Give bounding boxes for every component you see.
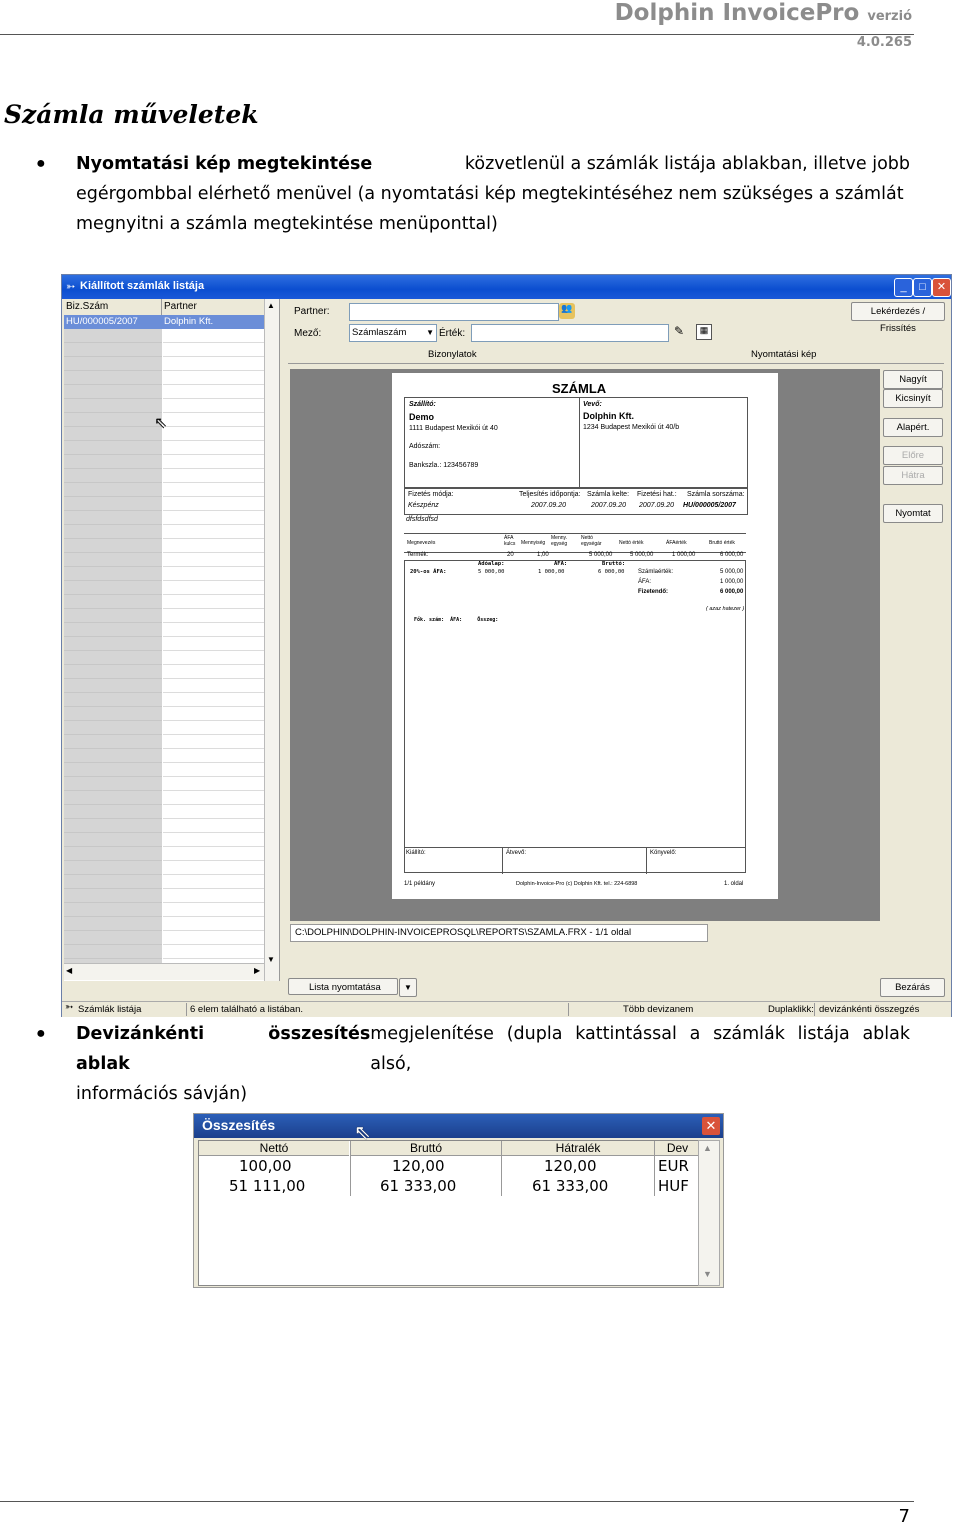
serial: HU/000005/2007	[683, 502, 736, 509]
items-frame	[404, 561, 746, 873]
invoice-paper	[392, 373, 778, 899]
amount-in-words: ( azaz hatezer )	[706, 606, 745, 612]
cell-partner: Dolphin Kft.	[164, 316, 214, 327]
summary-title: Összesítés	[202, 1117, 276, 1133]
cell-hatralek: 120,00	[544, 1157, 597, 1175]
print-preview-area[interactable]	[290, 369, 880, 921]
mezo-select[interactable]	[349, 324, 437, 342]
bullet1-line1: közvetlenül a számlák listája ablakban, illetve jobb	[464, 154, 910, 174]
refresh-button[interactable]: Lekérdezés / Frissítés	[851, 302, 945, 321]
status-bar[interactable]	[62, 1001, 951, 1017]
bullet1-line2: egérgombbal elérhető menüvel (a nyomtatási kép megtekintéséhez nem szükséges a számlát	[76, 184, 904, 204]
accountant-label: Könyvelő:	[650, 850, 677, 856]
back-button[interactable]: Hátra	[883, 466, 943, 485]
status-arrow-icon: ➳	[65, 1002, 74, 1013]
perf-label: Teljesítés időpontja:	[519, 491, 581, 498]
list-print-button[interactable]	[288, 978, 398, 995]
cell-netto: 51 111,00	[229, 1177, 306, 1195]
invoice-title: SZÁMLA	[552, 381, 607, 396]
scroll-right-icon[interactable]: ▶	[254, 966, 261, 975]
scroll-up-icon[interactable]: ▲	[703, 1143, 712, 1153]
total-afa: 1 000,00	[720, 579, 744, 585]
list-horizontal-scrollbar[interactable]	[64, 963, 264, 980]
scroll-up-icon[interactable]: ▲	[267, 301, 275, 310]
maximize-icon[interactable]: □	[913, 278, 932, 297]
close-icon[interactable]: ✕	[702, 1117, 720, 1135]
col-header-partner[interactable]: Partner	[164, 301, 197, 312]
pay: 6 000,00	[720, 589, 744, 595]
h-qty: Mennyiség	[521, 540, 546, 546]
list-vertical-scrollbar[interactable]	[264, 299, 279, 981]
bullet1-bold: Nyomtatási kép megtekintése	[76, 154, 373, 174]
h-name: Megnevezés	[407, 540, 436, 546]
seller-name: Demo	[409, 412, 435, 422]
summary-grid[interactable]	[198, 1140, 700, 1286]
table-row[interactable]	[199, 1157, 699, 1177]
mezo-label: Mező:	[294, 328, 322, 339]
invoice-note: dfsfdsdfsd	[406, 516, 438, 523]
table-row[interactable]	[199, 1177, 699, 1197]
invoice-dates-box	[404, 487, 748, 515]
sum-afa: 1 000,00	[538, 569, 565, 575]
sum-gross: 6 000,00	[598, 569, 625, 575]
cell-netto: 100,00	[239, 1157, 292, 1175]
receiver-label: Átvevő:	[506, 850, 527, 856]
close-button[interactable]: Bezárás	[880, 978, 945, 997]
mezo-value: Számlaszám	[352, 327, 407, 338]
bullet2-paragraph	[76, 1019, 910, 1109]
pay-mode: Készpénz	[408, 502, 439, 509]
status-separator	[186, 1003, 187, 1016]
window-title: Kiállított számlák listája	[80, 280, 205, 292]
status-list: Számlák listája	[78, 1004, 142, 1015]
col-header-biz[interactable]: Biz.Szám	[66, 301, 109, 312]
sum-base-label: Adóalap:	[478, 561, 505, 567]
ertek-field[interactable]	[471, 324, 669, 342]
list-empty-rows	[64, 329, 162, 979]
table-row[interactable]	[64, 315, 264, 329]
divider	[579, 398, 580, 488]
scroll-left-icon[interactable]: ◀	[66, 966, 73, 975]
buyer-name: Dolphin Kft.	[583, 411, 634, 421]
signatures-row	[404, 847, 746, 874]
partner-lookup-icon[interactable]: 👥	[559, 303, 575, 319]
row-gross: 6 000,00	[720, 552, 744, 558]
minimize-icon[interactable]: _	[894, 278, 913, 297]
sum-row-label: 20%-os ÁFA:	[410, 569, 447, 575]
window-app-icon: ➳	[66, 281, 76, 293]
list-header	[64, 299, 264, 316]
partner-field[interactable]	[349, 303, 559, 321]
h-net: Nettó érték	[619, 540, 644, 546]
bullet-dot: ●	[36, 1025, 46, 1042]
buyer-address: 1234 Budapest Mexikói út 40/b	[583, 424, 680, 431]
zoom-out-button[interactable]: Kicsinyít	[883, 389, 943, 408]
row-name: Termék:	[407, 552, 429, 558]
row-net: 5 000,00	[630, 552, 654, 558]
status-doubleclick: Duplaklikk:	[768, 1004, 814, 1015]
window-titlebar	[62, 275, 951, 299]
row-unit-price: 5 000,00	[589, 552, 613, 558]
cell-biz: HU/000005/2007	[66, 316, 138, 327]
buyer-label: Vevő:	[583, 401, 602, 408]
page-number: 7	[898, 1506, 910, 1527]
tab-strip	[288, 345, 944, 364]
app-name: Dolphin InvoicePro	[614, 0, 860, 26]
status-summary: devizánkénti összegzés	[819, 1004, 920, 1015]
total-label: Számlaérték:	[638, 569, 674, 575]
page-label: 1. oldal	[724, 881, 744, 887]
invoice-footer: Dolphin-Invoice-Pro (c) Dolphin Kft. tel.: 224-6898	[516, 881, 638, 887]
summary-window	[193, 1113, 724, 1288]
ledger-row: Fők. szám: ÁFA: Összeg:	[414, 617, 499, 623]
issue-label: Számla kelte:	[587, 491, 630, 498]
status-currencies: Több devizanem	[623, 1004, 694, 1015]
list-print-label: Lista nyomtatása	[309, 982, 381, 993]
cell-dev: EUR	[658, 1157, 689, 1175]
zoom-in-button[interactable]: Nagyít	[883, 370, 943, 389]
summary-scrollbar[interactable]	[698, 1140, 720, 1286]
due-label: Fizetési hat.:	[637, 491, 677, 498]
bullet2-bold: Devizánkénti összesítés ablak	[76, 1024, 371, 1074]
h-afa: ÁFA kulcs	[504, 535, 516, 547]
due-date: 2007.09.20	[639, 502, 675, 509]
partner-label: Partner:	[294, 306, 330, 317]
footer-rule	[0, 1501, 914, 1502]
tab-nyomtatasi-kep[interactable]: Nyomtatási kép	[751, 349, 817, 360]
copy-label: 1/1 példány	[404, 881, 436, 887]
seller-address: 1111 Budapest Mexikói út 40	[409, 425, 498, 432]
perf-date: 2007.09.20	[531, 502, 567, 509]
bullet2-line2: információs sávján)	[76, 1084, 248, 1104]
row-qty: 1,00	[537, 552, 549, 558]
items-header	[404, 533, 746, 553]
column-divider	[161, 299, 162, 315]
tax-number-label: Adószám:	[409, 443, 441, 450]
h-gross: Bruttó érték	[709, 540, 735, 546]
bullet-dot: ●	[36, 155, 46, 172]
h-afa-val: ÁFAérték	[666, 540, 687, 546]
bullet2-line1: megjelenítése (dupla kattintással a számlák listája ablak alsó,	[370, 1024, 910, 1074]
seller-label: Szállító:	[409, 401, 436, 408]
filter-icon[interactable]: ✎	[674, 324, 685, 338]
print-button[interactable]: Nyomtat	[883, 504, 943, 523]
bullet1-paragraph	[76, 149, 910, 239]
invoice-list-window	[61, 274, 952, 1017]
app-version: verzió 4.0.265	[856, 9, 912, 50]
h-net-unit: Nettó egységár	[581, 535, 602, 547]
issuer-label: Kiállító:	[406, 850, 426, 856]
sum-gross-label: Bruttó:	[602, 561, 626, 567]
sum-afa-label: ÁFA:	[554, 561, 568, 567]
mouse-cursor-icon: ⇖	[154, 415, 168, 432]
default-zoom-button[interactable]: Alapért.	[883, 418, 943, 437]
pay-mode-label: Fizetés módja:	[408, 491, 454, 498]
col-header-brutto[interactable]: Bruttó	[350, 1141, 501, 1156]
bank-account: Bankszla.: 123456789	[409, 462, 479, 469]
serial-label: Számla sorszáma:	[687, 491, 745, 498]
summary-titlebar	[194, 1114, 723, 1138]
forward-button[interactable]: Előre	[883, 446, 943, 465]
invoice-list-grid[interactable]	[64, 299, 280, 981]
cell-dev: HUF	[658, 1177, 689, 1195]
row-afa: 20	[507, 552, 514, 558]
chevron-down-icon[interactable]: ▼	[399, 978, 417, 997]
status-count: 6 elem található a listában.	[190, 1004, 304, 1015]
bullet1-line3: megnyitni a számla megtekintése menüponttal)	[76, 214, 498, 234]
cell-brutto: 61 333,00	[380, 1177, 457, 1195]
report-path: C:\DOLPHIN\DOLPHIN-INVOICEPROSQL\REPORTS\SZAMLA.FRX - 1/1 oldal	[290, 924, 708, 942]
cell-brutto: 120,00	[392, 1157, 445, 1175]
list-empty-rows	[163, 329, 264, 979]
status-separator	[568, 1003, 569, 1016]
document-header-title	[590, 0, 912, 52]
col-header-netto[interactable]: Nettó	[199, 1141, 349, 1156]
mouse-cursor-icon: ⇖	[354, 1122, 371, 1144]
chevron-down-icon[interactable]: ▼	[426, 328, 434, 337]
col-header-dev[interactable]: Dev	[654, 1141, 700, 1156]
close-icon[interactable]: ✕	[932, 278, 951, 297]
cell-hatralek: 61 333,00	[532, 1177, 609, 1195]
scroll-down-icon[interactable]: ▼	[267, 955, 275, 964]
issue-date: 2007.09.20	[591, 502, 627, 509]
pay-label: Fizetendő:	[638, 589, 668, 595]
total-afa-label: ÁFA:	[638, 579, 652, 585]
item-row	[404, 552, 746, 561]
tab-bizonylatok[interactable]: Bizonylatok	[428, 349, 477, 360]
status-separator	[814, 1003, 815, 1016]
scroll-down-icon[interactable]: ▼	[703, 1269, 712, 1279]
header-rule	[0, 34, 914, 35]
section-title: Számla műveletek	[4, 100, 259, 129]
row-afa-val: 1 000,00	[672, 552, 696, 558]
h-unit: Menny. egység	[551, 535, 568, 547]
calendar-icon[interactable]: ▦	[696, 324, 712, 340]
col-header-hatralek[interactable]: Hátralék	[501, 1141, 654, 1156]
ertek-label: Érték:	[439, 328, 466, 339]
invoice-parties-box	[404, 397, 748, 489]
sum-base: 5 000,00	[478, 569, 505, 575]
total: 5 000,00	[720, 569, 744, 575]
